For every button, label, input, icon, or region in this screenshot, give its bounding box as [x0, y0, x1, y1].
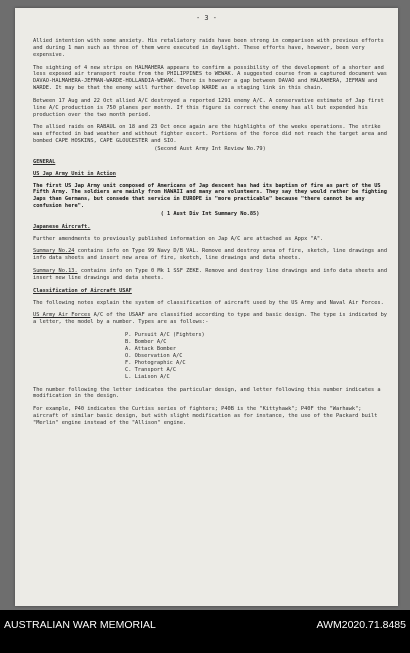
archive-footer: [0, 610, 410, 653]
japanese-aircraft-heading: Japanese Aircraft.: [33, 223, 91, 230]
usaaf-text: A/C of the USAAF are classified according to type and basic design. The type is indicated by a letter, the model by a number. Types are as follows:-: [33, 312, 387, 326]
general-heading: GENERAL: [33, 158, 56, 165]
type-item: O. Observation A/C: [125, 352, 183, 359]
summary-24-text: contains info on Type 99 Navy D/B VAL. Remove and destroy area of fire, sketch, line drawings and info data sheets and insert new area of fire, sketch, line drawings and data sheets.: [33, 248, 388, 262]
type-item: C. Transport A/C: [125, 366, 177, 373]
document-body: [33, 38, 387, 433]
paragraph-example: For example, P40 indicates the Curtiss series of fighters; P40B is the "Kittyhawk"; P40F the "Warhawk"; aircraft of similar basic design, but with slight modification as for instance, the use of the Packard built "Merlin" engine instead of the "Allison" engine.: [33, 406, 378, 426]
paragraph-summary-24: [33, 248, 387, 262]
type-item: B. Bomber A/C: [125, 339, 167, 346]
source-citation: (Second Aust Army Int Review No.79): [154, 145, 266, 152]
paragraph-usaaf: [33, 312, 387, 326]
paragraph-jap-unit: The first US Jap Army unit composed of Americans of Jap descent has had its baptism of fire as part of the US Fifth Army. The soldiers are mainly from HAWAII and many are volunteers. They say they would rather be fighting Japs than Germans, but consede that service in EUROPE is "more practicable" because "there cannot be any confusion here".: [33, 182, 387, 210]
document-page: [15, 8, 398, 606]
type-item: P. Pursuit A/C (Fighters): [125, 332, 205, 339]
usaaf-label: US Army Air Forces: [33, 312, 91, 319]
footer-institution: AUSTRALIAN WAR MEMORIAL: [4, 619, 156, 631]
paragraph-production: Between 17 Aug and 22 Oct allied A/C destroyed a reported 1291 enemy A/C. A conservative estimate of Jap first line A/C production is 750 planes per month. If this figure is correct the enemy has all but expended his production over the two month period.: [33, 97, 384, 118]
paragraph-raids: Allied intention with some anxiety. His retaliatory raids have been strong in comparison with previous efforts and during 1 man such as three of them were executed in daylight. These efforts have, however, been very expensive.: [33, 38, 384, 58]
paragraph-halmahera: The sighting of 4 new strips on HALMAHERA appears to confirm a possibility of the development of a shorter and less exposed air transport route from the PHILIPPINES to WEWAK. A suggested course from a captured document was DAVAO-HALMAHERA-JEFMAN-WARDE-HOLLANDIA-WEWAK. There is however a gap between DAVAO and HALMAHERA, JEFMAN and WARDE. It may be that the enemy will further develop WARDE as a staging link in this chain.: [33, 64, 387, 92]
summary-24-label: Summary No.24: [33, 248, 75, 255]
summary-13-text: contains info on Type 0 Mk 1 SSF ZEKE. Remove and destroy line drawings and info data sheets and insert new line drawings and data sheets.: [33, 268, 388, 281]
source-citation-2: ( 1 Aust Div Int Summary No.85): [160, 210, 260, 217]
paragraph-summary-13: [33, 268, 387, 282]
page-number: - 3 -: [195, 14, 218, 22]
classification-heading: Classification of Aircraft USAF: [33, 287, 132, 294]
type-item: F. Photographic A/C: [125, 359, 186, 366]
type-item: L. Liaison A/C: [125, 373, 170, 380]
summary-13-label: Summary No.13.: [33, 268, 78, 275]
us-jap-unit-heading: US Jap Army Unit in Action: [33, 170, 116, 177]
aircraft-type-list: [33, 332, 387, 380]
footer-accession-id: AWM2020.71.8485: [316, 619, 406, 631]
type-item: A. Attack Bomber: [125, 345, 177, 352]
paragraph-amendments: Further amendments to previously published information on Jap A/C are attached as Appx "A".: [33, 235, 324, 242]
paragraph-numbering: The number following the letter indicates the particular design, and letter following this number indicates a modification in the design.: [33, 386, 381, 400]
paragraph-rabaul: The allied raids on RABAUL on 18 and 23 Oct once again are the highlights of the weeks operations. The strike was effected in bad weather and without fighter escort. Portions of the force did not reach the target area and bombed CAPE HOSKINS, CAPE GLOUCESTER and SIO.: [33, 124, 387, 145]
paragraph-classification: The following notes explain the system of classification of aircraft used by the US Army and Naval Air Forces.: [33, 299, 384, 306]
